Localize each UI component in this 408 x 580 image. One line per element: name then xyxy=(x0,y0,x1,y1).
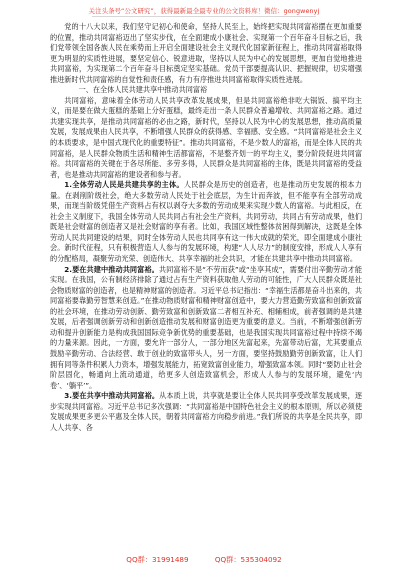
point-2-lead: 2.要在共建中推动共同富裕。 xyxy=(64,264,159,274)
section-heading: 一、在全体人民共建共享中推动共同富裕 xyxy=(78,85,208,95)
header-banner: 关注头条号“公文研究”，获得最新最全最专业的公文资料库！微信：gongwenyj xyxy=(88,7,320,15)
point-1-text: 人民群众是历史的创造者，也是推动历史发展的根本力量。在剥削阶级社会，绝大多数劳动人民处于社会底层，为生计而奔波，但不能享有全部劳动成果，而现当阶级凭借生产资料占有权以剥夺大多数的劳动成果来实现少数人的富裕。与此相反，在社会主义制度下，我国全体劳动人民共同占有社会生产资料，共同劳动，共同占有劳动成果，他们既是社会财富的创造者又是社会财富的享有者。比如，我国区域性整体贫困得到解决，这既是全体劳动人民共同建设的结果，同时全体劳动人民也共同享有这一伟大成就的荣光，即全面建成小康社会。新时代征程，只有积极营造人人参与的发展环境，构建“人人尽力”的制度安排，形成人人享有的分配格局，凝聚劳动光荣、创造伟大、共享幸福的社会共识，才能在共建共享中推动共同富裕。 xyxy=(50,180,362,264)
paragraph-subject xyxy=(50,180,362,264)
paragraph-co-building xyxy=(50,265,362,392)
point-3-lead: 3.要在共享中推动共同富裕。 xyxy=(64,391,160,401)
paragraph-sharing xyxy=(50,391,362,433)
footer-qq-group: QQ群：31991489 xyxy=(126,555,189,564)
footer-qq-group-2: QQ群：535304092 xyxy=(214,555,282,564)
point-2-text: 共同富裕不是“不劳而获”或“坐享其成”，需要付出辛勤劳动才能实现。在我国，公有制经济排除了通过占有生产资料获取他人劳动的可能性，广大人民群众既是社会物质财富的创造者，也是精神财富的创造者。习近平总书记指出：“幸福生活都是奋斗出来的，共同富裕要靠勤劳智慧来创造。”在推动物质财富和精神财富创造中，要大力营造勤劳致富和创新致富的社会环境，在推动劳动创新、勤劳致富和创新致富二者相互补充、相辅相成，前者强调的是共建发展，后者强调创新劳动和创新创造推动发展和财富创造更为重要的意义。当前，不断增强创新劳动和提升创新能力是构成我国国际竞争新优势的重要基础，也是我国实现共同富裕过程中持续不竭的力量来源。因此，一方面，要允许一部分人，一部分地区先富起来，先富带动后富，尤其要重点鼓励辛勤劳动、合法经营、敢于创业的致富带头人，另一方面，要坚持鼓励勤劳创新致富，让人们拥有同等条件积累人力资本，增强发展能力，拓宽致富创业能力，增强致富本领。同时“要防止社会阶层固化，畅通向上流动通道，给更多人创造致富机会，形成人人参与的发展环境，避免‘内卷’、‘躺平’”。 xyxy=(50,264,362,390)
paragraph-intro: 党的十八大以来，我们坚守记初心和使命，坚持人民至上，始终把实现共同富裕摆在更加重要的位置，推动共同富裕迈出了坚实步伐，在全面建成小康社会、实现第一个百年奋斗目标之后，我们党带领全国各族人民在乘势而上开启全面建设社会主义现代化国家新征程上，推动共同富裕取得更为明显的实质性进展，要坚定信心、锐意进取，坚持以人民为中心的发展思想，更加自觉地推进共同富裕，为实现第二个百年奋斗目标奠定坚实基础。党员干部要提高认识、把握规律，切实增强推进新时代共同富裕的自觉性和责任感，有力有序推进共同富裕取得实质性进展。 xyxy=(50,22,362,84)
point-1-lead: 1.全体劳动人民是共建共享的主体。 xyxy=(64,180,184,190)
article-body xyxy=(50,22,362,433)
header-divider xyxy=(92,16,316,17)
footer xyxy=(0,555,408,565)
point-3-text: 从本质上说，共享就是要让全体人民共同享受改革发展成果，逐步实现共同富裕。习近平总书记多次强调：“共同富裕是中国特色社会主义的根本原则，所以必须使发展成果更多更公平惠及全体人民，朝着共同富裕方向稳步前进。”我们所说的共享是全民共享，即人人共享、各 xyxy=(50,391,362,432)
paragraph-common-prosperity: 共同富裕，意味着全体劳动人民共享改革发展成果，但是共同富裕绝非吃大锅饭、搞平均主义，而是要在做大蛋糕的基础上分好蛋糕，最终走出一条人民群众普遍增收、共同富裕之路。通过共建实现共享，是推动共同富裕的必由之路，新时代，坚持以人民为中心的发展思想，推动高质量发展，发展成果由人民共享，不断增强人民群众的获得感、幸福感、安全感。“共同富裕是社会主义的本质要求，是中国式现代化的重要特征”。推动共同富裕，不是少数人的富裕，而是全体人民的共同富裕，是人民群众物质生活和精神生活都富裕，不是整齐划一的平均主义，要分阶段促进共同富裕。共同富裕的关键在于各尽所能、多劳多得，人民群众是共同富裕的主体，既是共同富裕的受益者，也是推动共同富裕的建设者和参与者。 xyxy=(50,95,362,179)
